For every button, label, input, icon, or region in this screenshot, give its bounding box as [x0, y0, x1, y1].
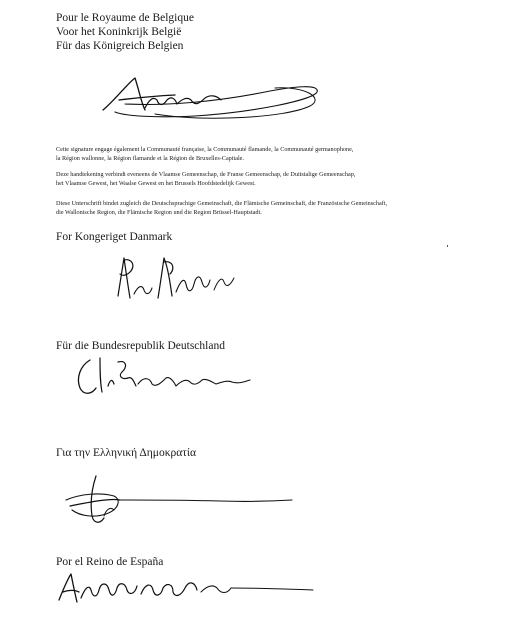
signature-spain: [55, 568, 315, 608]
heading-belgium-nl: Voor het Koninkrijk België: [56, 26, 182, 38]
signature-greece: [60, 470, 295, 530]
belgium-note-de: [56, 200, 486, 217]
belgium-note-fr-line-2: la Région wallonne, la Région flamande et la Région de Bruxelles-Capitale.: [56, 154, 244, 162]
heading-greece: Για την Ελληνική Δημοκρατία: [56, 447, 197, 459]
heading-denmark: For Kongeriget Danmark: [56, 231, 173, 243]
signature-belgium: [95, 70, 355, 130]
signature-denmark: [110, 248, 250, 308]
heading-belgium-fr: Pour le Royaume de Belgique: [56, 12, 194, 24]
margin-mark: [447, 245, 448, 247]
heading-spain: Por el Reino de España: [56, 556, 164, 568]
belgium-note-fr-line-1: Cette signature engage également la Communauté française, la Communauté flamande, la Communauté germanophone,: [56, 146, 354, 153]
belgium-note-nl-line-1: Deze handtekening verbindt eveneens de Vlaamse Gemeenschap, de Franse Gemeenschap, de Duitstalige Gemeenschap,: [56, 171, 356, 178]
belgium-note-fr: [56, 146, 486, 163]
belgium-note-de-line-1: Diese Unterschrift bindet zugleich die Deutschsprachige Gemeinschaft, die Flämische Gemeinschaft, die Französische Gemeinschaft,: [56, 200, 388, 207]
signature-germany: [70, 352, 255, 402]
heading-germany: Für die Bundesrepublik Deutschland: [56, 340, 225, 352]
belgium-note-nl-line-2: het Vlaamse Gewest, het Waalse Gewest en het Brussels Hoofdstedelijk Gewest.: [56, 179, 256, 187]
belgium-note-de-line-2: die Wallonische Region, die Flämische Region und die Region Brüssel-Hauptstadt.: [56, 208, 262, 216]
heading-belgium-de: Für das Königreich Belgien: [56, 40, 184, 52]
belgium-note-nl: [56, 171, 486, 188]
